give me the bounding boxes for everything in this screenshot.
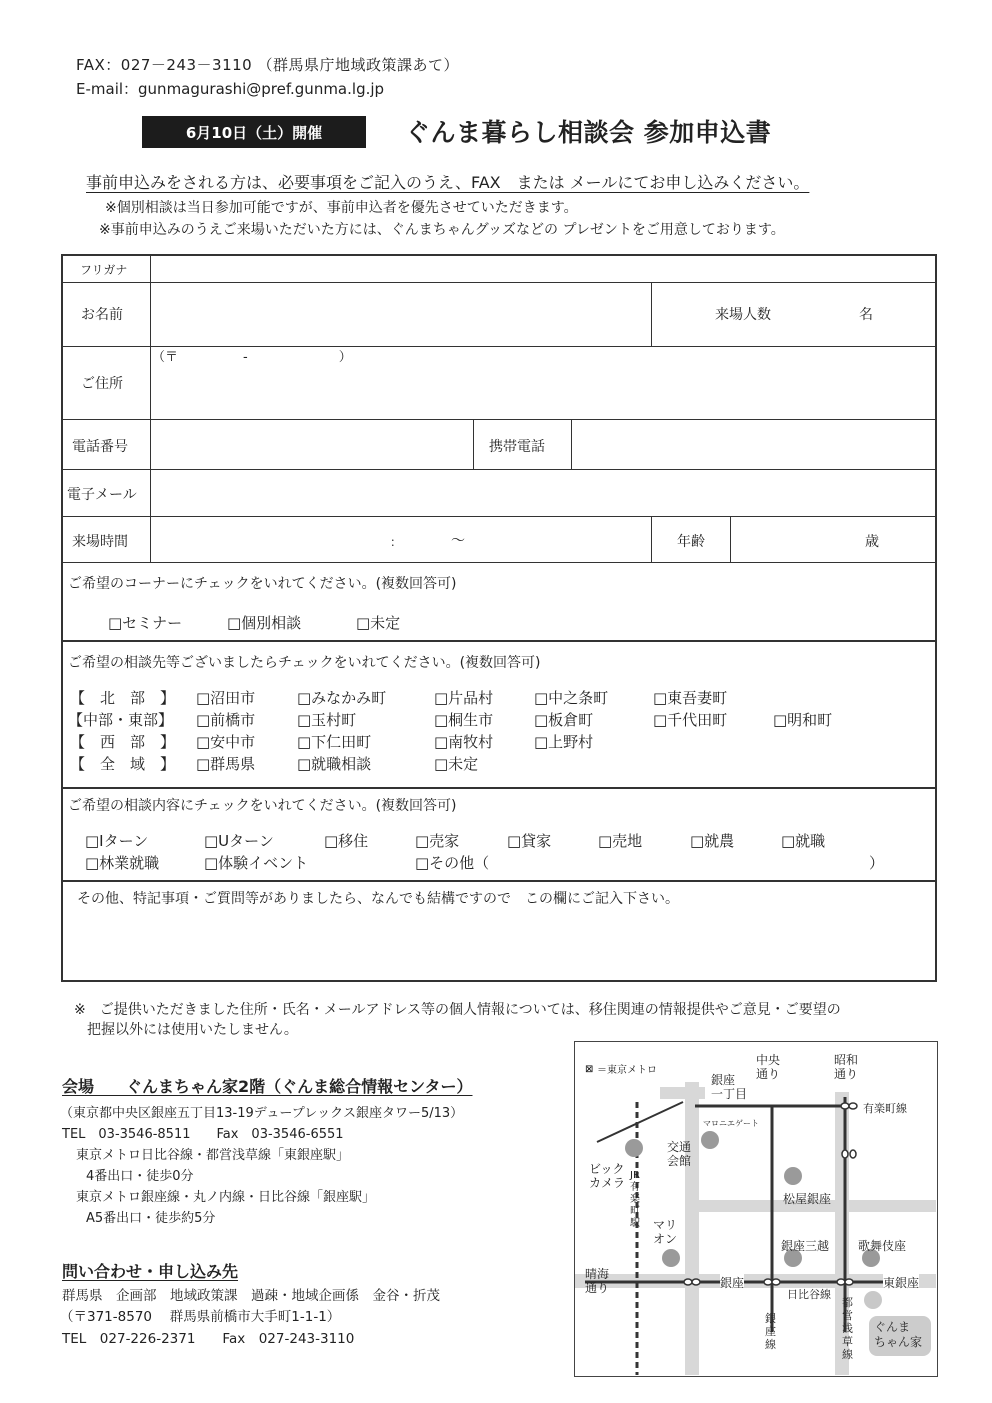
- privacy-line-2: 把握以外には使用いたしません。: [87, 1022, 298, 1038]
- map-jr-2: 楽: [630, 1194, 640, 1205]
- note-individual-consultation: ※個別相談は当日参加可能ですが、事前申込者を優先させていただきます。: [105, 200, 578, 216]
- phone-input[interactable]: [153, 422, 469, 466]
- region-label-west: 【 西 部 】: [70, 733, 176, 751]
- dest-nakanojo[interactable]: □中之条町: [534, 689, 609, 707]
- dest-maebashi[interactable]: □前橋市: [196, 711, 256, 729]
- map-gunmachan-line2: ちゃん家: [874, 1335, 923, 1349]
- row-divider: [63, 419, 935, 420]
- dest-numata[interactable]: □沼田市: [196, 689, 256, 707]
- map-asakusa-line: [842, 1296, 854, 1361]
- map-ginza-station: 銀座: [720, 1276, 745, 1290]
- content-house-rent[interactable]: □貸家: [507, 832, 552, 850]
- landmark-bic: [625, 1139, 643, 1157]
- application-form: [61, 254, 937, 982]
- map-hibiya-line: 日比谷線: [787, 1288, 831, 1301]
- map-bic-line2: カメラ: [589, 1176, 626, 1190]
- map-jr-3: 町: [630, 1206, 640, 1217]
- content-other-close: ）: [869, 854, 885, 872]
- map-jr-1: 有: [630, 1182, 640, 1193]
- map-yurakucho-line: 有楽町線: [863, 1102, 907, 1115]
- mobile-label: 携帯電話: [489, 439, 545, 455]
- row-divider: [63, 562, 935, 563]
- landmark-gunmachan: [864, 1291, 882, 1309]
- column-divider: [473, 419, 474, 469]
- contact-dept: 群馬県 企画部 地域政策課 過疎・地域企画係 金谷・折茂: [62, 1288, 440, 1304]
- label-column-divider: [150, 256, 151, 562]
- row-divider: [63, 880, 935, 882]
- phone-label: 電話番号: [72, 439, 128, 455]
- map-ginza1-line2: 一丁目: [711, 1087, 748, 1101]
- map-marronnier: マロニエゲート: [703, 1119, 759, 1128]
- station-marker: [841, 1103, 849, 1109]
- dest-nanmoku[interactable]: □南牧村: [434, 733, 494, 751]
- event-date-badge: 6月10日（土）開催: [142, 116, 366, 148]
- row-divider: [63, 516, 935, 517]
- map-showa-dori: [834, 1053, 858, 1081]
- map-chuo-dori: [756, 1053, 780, 1081]
- venue-address: （東京都中央区銀座五丁目13-19デュープレックス銀座タワー5/13）: [60, 1106, 464, 1121]
- access-map: [574, 1041, 938, 1377]
- row-divider: [63, 282, 935, 283]
- map-legend: ＝東京メトロ: [597, 1065, 657, 1076]
- postal-code-field[interactable]: （〒 - ）: [152, 350, 352, 365]
- metro-logo-icon: ⊠: [585, 1064, 594, 1075]
- map-harumi-dori: [585, 1267, 609, 1295]
- name-input[interactable]: [153, 284, 647, 344]
- column-divider: [730, 516, 731, 562]
- email-address: E-mail：gunmagurashi@pref.gunma.lg.jp: [76, 80, 385, 98]
- corner-option-seminar[interactable]: □セミナー: [108, 614, 183, 632]
- map-bic-camera: [589, 1162, 625, 1190]
- map-asakusa-2: 浅: [842, 1322, 853, 1335]
- visitors-unit: 名: [859, 307, 873, 323]
- corner-option-individual[interactable]: □個別相談: [227, 614, 302, 632]
- dest-ueno[interactable]: □上野村: [534, 733, 594, 751]
- venue-access-2: 東京メトロ銀座線・丸ノ内線・日比谷線「銀座駅」: [76, 1190, 376, 1205]
- station-marker: [692, 1279, 700, 1285]
- content-u-turn[interactable]: □Uターン: [204, 832, 274, 850]
- furigana-label: フリガナ: [80, 263, 128, 277]
- map-kotsu-line2: 会館: [667, 1154, 692, 1168]
- map-jr-0: JR: [630, 1170, 640, 1181]
- dest-shimonita[interactable]: □下仁田町: [297, 733, 372, 751]
- map-kotsu-kaikan: [667, 1140, 691, 1168]
- content-land-sale[interactable]: □売地: [598, 832, 643, 850]
- dest-chiyoda[interactable]: □千代田町: [653, 711, 728, 729]
- dest-job-consult[interactable]: □就職相談: [297, 755, 372, 773]
- map-bic-line1: ビック: [589, 1162, 625, 1176]
- privacy-notice: [74, 1000, 934, 1040]
- row-divider: [63, 787, 935, 789]
- row-divider: [63, 469, 935, 470]
- intro-text: 事前申込みをされる方は、必要事項をご記入のうえ、FAX または メールにてお申し込みください。: [86, 173, 810, 192]
- dest-tamamura[interactable]: □玉村町: [297, 711, 357, 729]
- region-label-central-east: 【中部・東部】: [68, 711, 174, 729]
- station-marker: [684, 1279, 692, 1285]
- dest-undecided[interactable]: □未定: [434, 755, 479, 773]
- map-asakusa-1: 営: [842, 1309, 853, 1322]
- road-diagonal: [597, 1102, 683, 1142]
- map-kotsu-line1: 交通: [667, 1140, 692, 1154]
- map-showa-line2: 通り: [834, 1067, 859, 1081]
- map-marion: [653, 1218, 677, 1246]
- map-marion-line1: マリ: [653, 1218, 678, 1232]
- content-forestry[interactable]: □林業就職: [85, 854, 160, 872]
- station-marker: [849, 1103, 857, 1109]
- time-label: 来場時間: [72, 534, 128, 550]
- content-other[interactable]: □その他（: [415, 854, 490, 872]
- dest-kiryu[interactable]: □桐生市: [434, 711, 494, 729]
- dest-annaka[interactable]: □安中市: [196, 733, 256, 751]
- dest-itakura[interactable]: □板倉町: [534, 711, 594, 729]
- road-ginza1: [660, 1087, 705, 1099]
- map-ginza-line-2: 線: [765, 1338, 776, 1351]
- content-migration[interactable]: □移住: [324, 832, 369, 850]
- station-marker: [764, 1279, 772, 1285]
- content-i-turn[interactable]: □Iターン: [85, 832, 149, 850]
- road-chuo: [685, 1082, 699, 1375]
- corner-question: ご希望のコーナーにチェックをいれてください。(複数回答可): [68, 576, 457, 592]
- station-marker: [845, 1279, 853, 1285]
- corner-option-undecided[interactable]: □未定: [356, 614, 401, 632]
- contact-address: （〒371-8570 群馬県前橋市大手町1-1-1）: [60, 1309, 341, 1325]
- privacy-line-1: ※ ご提供いただきました住所・氏名・メールアドレス等の個人情報については、移住関連の情報提供やご意見・ご要望の: [74, 1002, 841, 1018]
- station-marker: [850, 1150, 856, 1158]
- map-ginza-line-1: 座: [765, 1325, 776, 1338]
- map-gunmachan-ya: [874, 1320, 922, 1350]
- map-marion-line2: オン: [653, 1232, 678, 1246]
- region-label-north: 【 北 部 】: [70, 689, 176, 707]
- furigana-input[interactable]: [151, 258, 931, 280]
- landmark-matsuya: [784, 1167, 802, 1185]
- map-gunmachan-line1: ぐんま: [874, 1320, 911, 1334]
- map-asakusa-3: 草: [842, 1335, 853, 1348]
- page-title: ぐんま暮らし相談会 参加申込書: [405, 118, 772, 147]
- map-mitsukoshi: 銀座三越: [781, 1239, 830, 1253]
- venue-access-1b: 4番出口・徒歩0分: [86, 1169, 194, 1184]
- content-employment[interactable]: □就職: [781, 832, 826, 850]
- remarks-input[interactable]: [67, 910, 931, 976]
- venue-heading: 会場 ぐんまちゃん家2階（ぐんま総合情報センター）: [62, 1077, 473, 1096]
- age-unit: 歳: [865, 534, 879, 550]
- dest-gunma[interactable]: □群馬県: [196, 755, 256, 773]
- mobile-input[interactable]: [573, 422, 933, 466]
- column-divider: [651, 282, 652, 346]
- address-label: ご住所: [81, 376, 123, 392]
- time-colon: ：: [390, 535, 403, 549]
- map-ginza1-line1: 銀座: [711, 1073, 736, 1087]
- map-chuo-line2: 通り: [756, 1067, 781, 1081]
- map-chuo-line1: 中央: [756, 1053, 781, 1067]
- map-ginza-1chome: [711, 1073, 747, 1101]
- map-asakusa-0: 都: [842, 1296, 853, 1309]
- station-marker: [837, 1279, 845, 1285]
- map-jr-station: [630, 1170, 640, 1230]
- map-ginza-line-0: 銀: [765, 1312, 776, 1325]
- name-label: お名前: [81, 307, 123, 323]
- content-question: ご希望の相談内容にチェックをいれてください。(複数回答可): [68, 798, 457, 814]
- visitors-label: 来場人数: [715, 307, 771, 323]
- content-experience-event[interactable]: □体験イベント: [204, 854, 309, 872]
- dest-meiwa[interactable]: □明和町: [773, 711, 833, 729]
- column-divider: [651, 516, 652, 562]
- venue-tel: TEL 03-3546-8511 Fax 03-3546-6551: [62, 1127, 344, 1142]
- venue-access-1: 東京メトロ日比谷線・都営浅草線「東銀座駅」: [76, 1148, 350, 1163]
- row-divider: [63, 640, 935, 642]
- dest-minakami[interactable]: □みなかみ町: [297, 689, 387, 707]
- dest-katashina[interactable]: □片品村: [434, 689, 494, 707]
- content-house-sale[interactable]: □売家: [415, 832, 460, 850]
- contact-heading: 問い合わせ・申し込み先: [62, 1262, 239, 1281]
- map-jr-4: 駅: [630, 1218, 640, 1229]
- email-input[interactable]: [153, 472, 933, 514]
- region-label-all: 【 全 域 】: [70, 755, 176, 773]
- map-ginza-line: [765, 1312, 777, 1351]
- contact-tel: TEL 027-226-2371 Fax 027-243-3110: [62, 1331, 355, 1347]
- landmark-marion: [662, 1249, 680, 1267]
- map-kabukiza: 歌舞伎座: [858, 1239, 907, 1253]
- column-divider: [571, 419, 572, 469]
- content-farming[interactable]: □就農: [690, 832, 735, 850]
- time-tilde: ～: [451, 533, 465, 549]
- venue-access-2b: A5番出口・徒歩約5分: [86, 1211, 216, 1226]
- dest-higashiagatsuma[interactable]: □東吾妻町: [653, 689, 728, 707]
- landmark-kotsu: [701, 1131, 719, 1149]
- map-harumi-line1: 晴海: [585, 1267, 610, 1281]
- map-matsuya: 松屋銀座: [783, 1192, 832, 1206]
- destination-question: ご希望の相談先等ございましたらチェックをいれてください。(複数回答可): [68, 655, 541, 671]
- map-asakusa-4: 線: [842, 1348, 853, 1361]
- email-label: 電子メール: [67, 487, 137, 503]
- map-showa-line1: 昭和: [834, 1053, 859, 1067]
- map-higashiginza: 東銀座: [883, 1276, 920, 1290]
- age-label: 年齢: [677, 534, 705, 550]
- station-marker: [842, 1150, 848, 1158]
- remarks-label: その他、特記事項・ご質問等がありましたら、なんでも結構ですので この欄にご記入下さい。: [77, 891, 679, 907]
- map-harumi-line2: 通り: [585, 1281, 610, 1295]
- fax-number: FAX：027－243－3110 （群馬県庁地域政策課あて）: [76, 56, 459, 74]
- station-marker: [772, 1279, 780, 1285]
- note-present: ※事前申込みのうえご来場いただいた方には、ぐんまちゃんグッズなどの プレゼントをご用意しております。: [99, 222, 785, 238]
